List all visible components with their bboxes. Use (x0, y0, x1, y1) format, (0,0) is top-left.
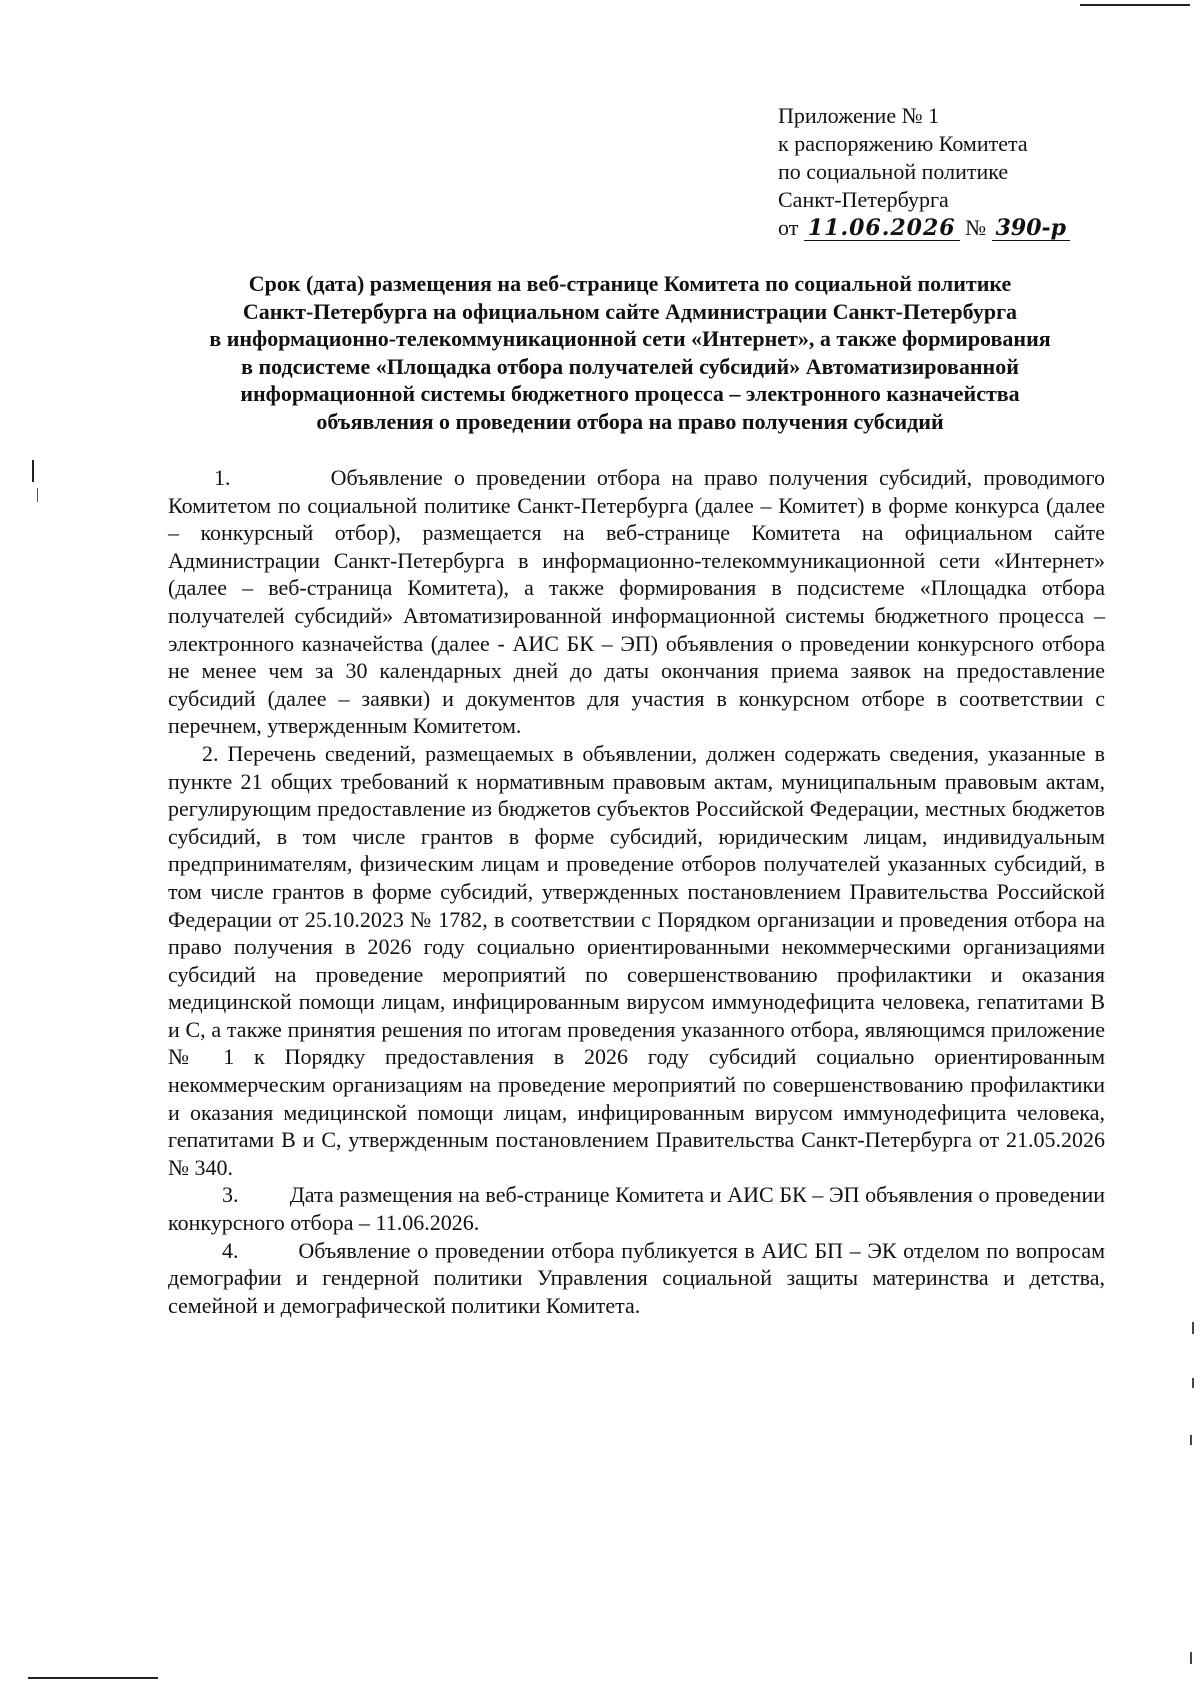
date-prefix: от (778, 215, 799, 240)
scan-artifact-right-4 (1190, 1652, 1192, 1664)
title-line: в подсистеме «Площадка отбора получателей субсидий» Автоматизированной (241, 353, 1019, 379)
number-prefix: № (965, 215, 987, 240)
title-line: информационной системы бюджетного процесса – электронного казначейства (240, 381, 1020, 406)
handwritten-number: 390-р (992, 216, 1070, 241)
scan-artifact-left (32, 460, 34, 482)
title-line: в информационно-телекоммуникационной сети «Интернет», а также формирования (209, 326, 1051, 351)
paragraph-4: 4. Объявление о проведении отбора публикуется в АИС БП – ЭК отделом по вопросам демографии и гендерной политики Управления социальной защиты материнства и детства, семейной и демографической политики Комитета. (168, 1237, 1105, 1318)
paragraph-2: 2. Перечень сведений, размещаемых в объявлении, должен содержать сведения, указанные в пункте 21 общих требований к нормативным правовым актам, муниципальным правовым актам, регулирующим предоставление из бюджетов субъектов Российской Федерации, местных бюджетов субсидий, в том числе грантов в форме субсидий, юридическим лицам, индивидуальным предпринимателям, физическим лицам и проведение отборов получателей указанных субсидий, в том числе грантов в форме субсидий, утвержденных постановлением Правительства Российской Федерации от 25.10.2023 № 1782, в соответствии с Порядком организации и проведения отбора на право получения в 2026 году социально ориентированными некоммерческими организациями субсидий на проведение мероприятий по совершенствованию профилактики и оказания медицинской помощи лицам, инфицированным вирусом иммунодефицита человека, гепатитами В и С, а также принятия решения по итогам проведения указанного отбора, являющимся приложение № 1 к Порядку предоставления в 2026 году субсидий социально ориентированным некоммерческим организациям на проведение мероприятий по совершенствованию профилактики и оказания медицинской помощи лицам, инфицированным вирусом иммунодефицита человека, гепатитами В и С, утвержденным постановлением Правительства Санкт-Петербурга от 21.05.2026 № 340. (168, 740, 1105, 1180)
paragraph-3: 3. Дата размещения на веб-странице Комитета и АИС БК – ЭП объявления о проведении конкурсного отбора – 11.06.2026. (168, 1182, 1105, 1236)
title-line: объявления о проведении отбора на право получения субсидий (316, 408, 944, 434)
scan-artifact-right-3 (1190, 1435, 1192, 1445)
appendix-line-1: Приложение № 1 (778, 103, 940, 128)
title-line: Срок (дата) размещения на веб-странице Комитета по социальной политике (248, 271, 1012, 296)
scan-artifact-right-2 (1192, 1378, 1194, 1388)
scan-artifact-right-1 (1192, 1322, 1194, 1334)
appendix-line-2: к распоряжению Комитета (778, 131, 1028, 156)
appendix-header (778, 102, 1138, 242)
scan-artifact-bottom (28, 1677, 158, 1679)
scan-artifact-left-2 (37, 488, 38, 502)
title-line: Санкт-Петербурга на официальном сайте Администрации Санкт-Петербурга (242, 298, 1018, 324)
scan-artifact-top (1080, 4, 1190, 6)
appendix-line-3: по социальной политике (778, 159, 1009, 184)
document-title (160, 270, 1100, 435)
appendix-date-line (778, 214, 1138, 242)
appendix-line-4: Санкт-Петербурга (778, 187, 949, 212)
paragraph-1: 1. Объявление о проведении отбора на право получения субсидий, проводимого Комитетом по социальной политике Санкт-Петербурга (далее – Комитет) в форме конкурса (далее – конкурсный отбор), размещается на веб-странице Комитета на официальном сайте Администрации Санкт-Петербурга в информационно-телекоммуникационной сети «Интернет» (далее – веб-страница Комитета), а также формирования в подсистеме «Площадка отбора получателей субсидий» Автоматизированной информационной системы бюджетного процесса – электронного казначейства (далее - АИС БК – ЭП) объявления о проведении конкурсного отбора не менее чем за 30 календарных дней до даты окончания приема заявок на предоставление субсидий (далее – заявки) и документов для участия в конкурсном отборе в соответствии с перечнем, утвержденным Комитетом. (168, 465, 1105, 739)
document-body (168, 464, 1105, 1319)
handwritten-date: 11.06.2026 (804, 216, 960, 241)
